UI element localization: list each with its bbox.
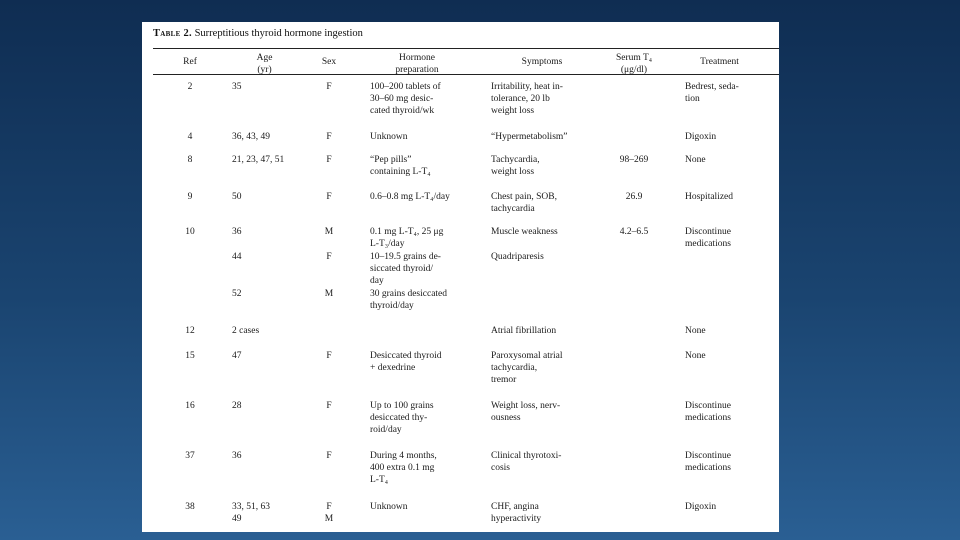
cell-sex: F — [326, 155, 332, 165]
cell-ref: 38 — [185, 502, 195, 512]
cell-treatment: Discontinue medications — [685, 227, 731, 249]
cell-age: 36, 43, 49 — [232, 132, 270, 142]
cell-serum-t4: 98–269 — [619, 155, 649, 165]
cell-symptoms: CHF, angina hyperactivity — [491, 502, 542, 524]
cell-age: 35 — [232, 82, 242, 92]
cell-sex: F — [326, 351, 332, 361]
cell-sex: F — [326, 82, 332, 92]
cell-symptoms: Irritability, heat in- tolerance, 20 lb weight loss — [491, 82, 563, 116]
cell-age: 28 — [232, 401, 242, 411]
cell-age: 2 cases — [232, 326, 260, 336]
cell-sex: M — [324, 227, 334, 237]
cell-ref: 15 — [185, 351, 195, 361]
cell-hormone: 0.6–0.8 mg L-T₄/day — [370, 192, 450, 202]
cell-sex: F — [326, 132, 332, 142]
cell-hormone: 100–200 tablets of 30–60 mg desic- cated thyroid/wk — [370, 82, 441, 116]
cell-age: 52 — [232, 289, 242, 299]
cell-ref: 9 — [187, 192, 193, 202]
cell-symptoms: Paroxysomal atrial tachycardia, tremor — [491, 351, 563, 385]
cell-treatment: Bedrest, seda- tion — [685, 82, 739, 104]
cell-ref: 4 — [187, 132, 193, 142]
cell-symptoms: Chest pain, SOB, tachycardia — [491, 192, 557, 214]
cell-hormone: During 4 months, 400 extra 0.1 mg L-T₄ — [370, 451, 437, 485]
document-page — [142, 22, 779, 532]
header-age: Age (yr) — [256, 53, 273, 75]
table-caption — [153, 28, 363, 39]
cell-serum-t4: 26.9 — [625, 192, 643, 202]
cell-age: 36 — [232, 451, 242, 461]
cell-ref: 2 — [187, 82, 193, 92]
cell-ref: 37 — [185, 451, 195, 461]
table-label: Table 2. — [153, 28, 192, 39]
cell-symptoms: Quadriparesis — [491, 252, 544, 262]
header-hormone: Hormone preparation — [395, 53, 439, 75]
cell-symptoms: Muscle weakness — [491, 227, 558, 237]
cell-hormone: “Pep pills” containing L-T₄ — [370, 155, 431, 177]
cell-sex: F — [326, 252, 332, 262]
cell-treatment: None — [685, 351, 706, 361]
cell-symptoms: “Hypermetabolism” — [491, 132, 568, 142]
cell-age: 47 — [232, 351, 242, 361]
cell-age: 21, 23, 47, 51 — [232, 155, 285, 165]
table-title: Surreptitious thyroid hormone ingestion — [194, 28, 363, 39]
cell-treatment: None — [685, 326, 706, 336]
cell-symptoms: Clinical thyrotoxi- cosis — [491, 451, 562, 473]
header-serum-t4: Serum T₄ (μg/dl) — [615, 53, 653, 75]
cell-sex: F M — [324, 502, 334, 524]
cell-age: 44 — [232, 252, 242, 262]
cell-age: 36 — [232, 227, 242, 237]
cell-hormone: Unknown — [370, 502, 408, 512]
header-symptoms: Symptoms — [521, 57, 563, 67]
cell-hormone: 0.1 mg L-T₄, 25 μg L-T₃/day — [370, 227, 444, 249]
cell-treatment: Hospitalized — [685, 192, 734, 202]
cell-sex: F — [326, 401, 332, 411]
cell-hormone: Unknown — [370, 132, 408, 142]
cell-symptoms: Atrial fibrillation — [491, 326, 557, 336]
header-sex: Sex — [321, 57, 337, 67]
cell-treatment: Discontinue medications — [685, 451, 731, 473]
cell-sex: F — [326, 192, 332, 202]
cell-hormone: Up to 100 grains desiccated thy- roid/day — [370, 401, 434, 435]
cell-treatment: Digoxin — [685, 502, 717, 512]
cell-hormone: 30 grains desiccated thyroid/day — [370, 289, 448, 311]
cell-hormone: Desiccated thyroid + dexedrine — [370, 351, 442, 373]
cell-symptoms: Weight loss, nerv- ousness — [491, 401, 561, 423]
header-ref: Ref — [183, 57, 197, 67]
cell-symptoms: Tachycardia, weight loss — [491, 155, 540, 177]
cell-treatment: Discontinue medications — [685, 401, 731, 423]
cell-treatment: None — [685, 155, 706, 165]
cell-serum-t4: 4.2–6.5 — [619, 227, 649, 237]
cell-sex: M — [324, 289, 334, 299]
cell-ref: 16 — [185, 401, 195, 411]
cell-ref: 12 — [185, 326, 195, 336]
cell-ref: 10 — [185, 227, 195, 237]
cell-ref: 8 — [187, 155, 193, 165]
header-treatment: Treatment — [700, 57, 739, 67]
cell-age: 50 — [232, 192, 242, 202]
cell-hormone: 10–19.5 grains de- siccated thyroid/ day — [370, 252, 441, 286]
cell-sex: F — [326, 451, 332, 461]
cell-treatment: Digoxin — [685, 132, 717, 142]
cell-age: 33, 51, 63 49 — [232, 502, 270, 524]
top-rule — [153, 48, 779, 49]
